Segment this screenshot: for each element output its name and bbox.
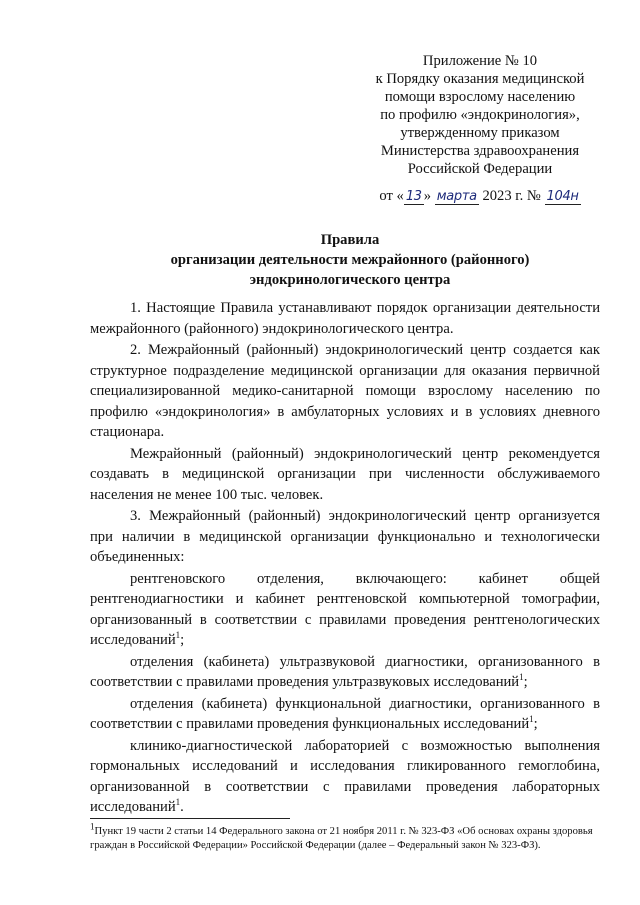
appendix-line: помощи взрослому населению bbox=[384, 89, 576, 105]
appendix-line: по профилю «эндокринология», bbox=[380, 107, 580, 123]
appendix-line: Министерства здравоохранения bbox=[380, 143, 580, 159]
title-line: организации деятельности межрайонного (районного) bbox=[170, 252, 530, 268]
order-year: 2023 г. № bbox=[478, 188, 545, 204]
appendix-line: Российской Федерации bbox=[407, 161, 553, 177]
order-prefix: от « bbox=[379, 188, 404, 204]
order-date-number bbox=[350, 187, 610, 206]
footnote-text: Пункт 19 части 2 статьи 14 Федерального закона от 21 ноября 2011 г. № 323-ФЗ «Об основах охраны здоровья граждан в Российской Федерации» Российской Федерации (далее – Федеральный закон № 323-ФЗ). bbox=[90, 826, 593, 851]
appendix-header bbox=[350, 52, 610, 206]
footnote-ref: 1 bbox=[519, 672, 524, 683]
paragraph-text: отделения (кабинета) функциональной диагностики, организованного в соответствии с правилами проведения функциональных исследований bbox=[90, 695, 600, 732]
paragraph-with-footnote bbox=[90, 736, 600, 818]
paragraph-text: рентгеновского отделения, включающего: кабинет общей рентгенодиагностики и кабинет рентгеновской компьютерной томографии, организованный в соответствии с правилами проведения рентгенологических исследований bbox=[90, 570, 600, 648]
paragraph-text: отделения (кабинета) ультразвуковой диагностики, организованного в соответствии с правилами проведения ультразвуковых исследований bbox=[90, 653, 600, 690]
footnote-ref: 1 bbox=[175, 630, 181, 641]
punctuation: ; bbox=[523, 674, 528, 690]
appendix-line: утвержденному приказом bbox=[400, 125, 560, 141]
paragraph: 1. Настоящие Правила устанавливают порядок организации деятельности межрайонного (районного) эндокринологического центра. bbox=[90, 300, 600, 337]
document-body bbox=[90, 298, 600, 818]
paragraph-with-footnote bbox=[90, 569, 600, 651]
handwritten-month: марта bbox=[436, 189, 477, 204]
footnote-mark: 1 bbox=[90, 821, 95, 832]
footnote bbox=[90, 821, 612, 853]
handwritten-day: 13 bbox=[405, 189, 422, 204]
appendix-line: к Порядку оказания медицинской bbox=[375, 71, 585, 87]
footnote-ref: 1 bbox=[529, 714, 534, 725]
punctuation: ; bbox=[180, 632, 185, 648]
title-line: Правила bbox=[320, 232, 380, 248]
paragraph: Межрайонный (районный) эндокринологический центр рекомендуется создавать в медицинской организации при численности обслуживаемого населения не менее 100 тыс. человек. bbox=[90, 445, 600, 503]
paragraph-text: клинико-диагностической лабораторией с возможностью выполнения гормональных исследований и исследования гликированного гемоглобина, организованной в соответствии с правилами проведения лабораторных исследований bbox=[90, 737, 600, 815]
punctuation: . bbox=[180, 799, 184, 815]
punctuation: ; bbox=[533, 716, 538, 732]
handwritten-number: 104н bbox=[546, 189, 579, 204]
appendix-number: Приложение № 10 bbox=[422, 53, 538, 69]
document-title bbox=[90, 230, 610, 290]
title-line: эндокринологического центра bbox=[249, 272, 451, 288]
paragraph: 3. Межрайонный (районный) эндокринологический центр организуется при наличии в медицинской организации функционально и технологически объединенных: bbox=[90, 508, 600, 565]
order-mid: » bbox=[423, 188, 435, 204]
footnote-separator bbox=[90, 818, 290, 819]
paragraph-with-footnote bbox=[90, 694, 600, 735]
footnote-ref: 1 bbox=[175, 797, 181, 808]
paragraph: 2. Межрайонный (районный) эндокринологический центр создается как структурное подразделение медицинской организации для оказания первичной специализированной медико-санитарной помощи взрослому населению по профилю «эндокринология» в амбулаторных условиях и в условиях дневного стационара. bbox=[90, 342, 600, 440]
paragraph-with-footnote bbox=[90, 652, 600, 693]
